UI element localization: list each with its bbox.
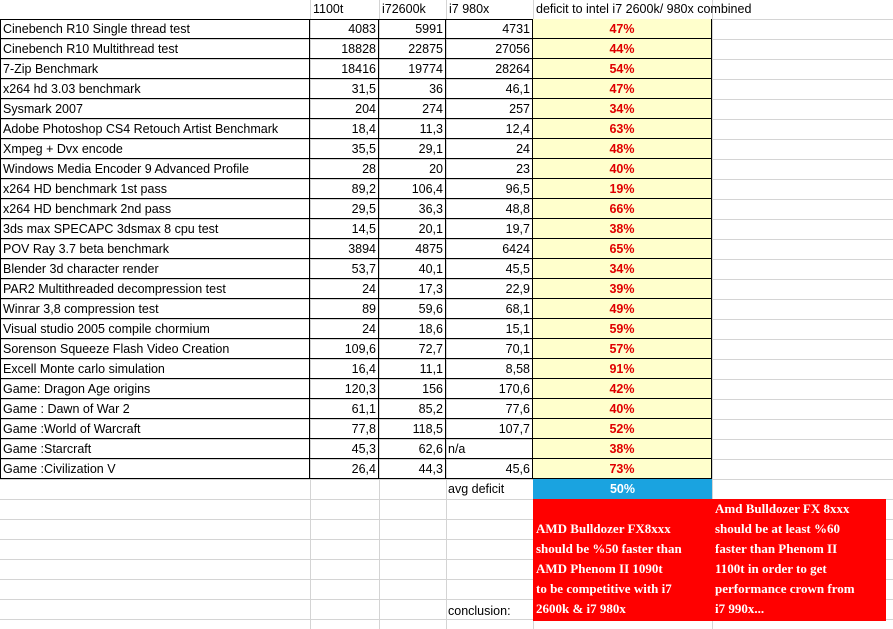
benchmark-name-cell[interactable]: Winrar 3,8 compression test bbox=[0, 299, 310, 319]
score-1100t-cell[interactable]: 35,5 bbox=[310, 139, 379, 159]
note1-line: AMD Bulldozer FX8xxx bbox=[536, 521, 671, 536]
deficit-cell[interactable]: 63% bbox=[533, 119, 712, 139]
score-i72600k-cell[interactable]: 18,6 bbox=[379, 319, 446, 339]
deficit-cell[interactable]: 42% bbox=[533, 379, 712, 399]
score-1100t-cell[interactable]: 16,4 bbox=[310, 359, 379, 379]
score-1100t-cell[interactable]: 120,3 bbox=[310, 379, 379, 399]
benchmark-name-cell[interactable]: Cinebench R10 Single thread test bbox=[0, 19, 310, 39]
score-1100t-cell[interactable]: 4083 bbox=[310, 19, 379, 39]
score-i7-980x-cell[interactable]: 48,8 bbox=[446, 199, 533, 219]
score-i72600k-cell[interactable]: 156 bbox=[379, 379, 446, 399]
score-i7-980x-cell[interactable]: 45,6 bbox=[446, 459, 533, 479]
note2-line: 1100t in order to get bbox=[715, 561, 827, 576]
deficit-cell[interactable]: 57% bbox=[533, 339, 712, 359]
deficit-cell[interactable]: 47% bbox=[533, 19, 712, 39]
note1-line: 2600k & i7 980x bbox=[536, 601, 626, 616]
score-i72600k-cell[interactable]: 5991 bbox=[379, 19, 446, 39]
benchmark-name-cell[interactable]: Excell Monte carlo simulation bbox=[0, 359, 310, 379]
score-i72600k-cell[interactable]: 11,3 bbox=[379, 119, 446, 139]
score-i7-980x-cell[interactable]: 96,5 bbox=[446, 179, 533, 199]
score-i7-980x-cell[interactable]: 257 bbox=[446, 99, 533, 119]
deficit-cell[interactable]: 34% bbox=[533, 99, 712, 119]
benchmark-name-cell[interactable]: Xmpeg + Dvx encode bbox=[0, 139, 310, 159]
score-i72600k-cell[interactable]: 274 bbox=[379, 99, 446, 119]
benchmark-name-cell[interactable]: Game: Dragon Age origins bbox=[0, 379, 310, 399]
score-i72600k-cell[interactable]: 59,6 bbox=[379, 299, 446, 319]
deficit-cell[interactable]: 66% bbox=[533, 199, 712, 219]
deficit-cell[interactable]: 38% bbox=[533, 439, 712, 459]
header-i7-980x[interactable]: i7 980x bbox=[449, 2, 490, 16]
score-i72600k-cell[interactable]: 36,3 bbox=[379, 199, 446, 219]
score-i7-980x-cell[interactable]: 170,6 bbox=[446, 379, 533, 399]
note2-line: Amd Bulldozer FX 8xxx bbox=[715, 501, 850, 516]
score-1100t-cell[interactable]: 29,5 bbox=[310, 199, 379, 219]
score-i7-980x-cell[interactable]: 15,1 bbox=[446, 319, 533, 339]
deficit-cell[interactable]: 54% bbox=[533, 59, 712, 79]
avg-deficit-value[interactable]: 50% bbox=[533, 479, 712, 499]
note1-line: to be competitive with i7 bbox=[536, 581, 672, 596]
score-i7-980x-cell[interactable]: 46,1 bbox=[446, 79, 533, 99]
note2-line: i7 990x... bbox=[715, 601, 765, 616]
benchmark-name-cell[interactable]: Adobe Photoshop CS4 Retouch Artist Benchmark bbox=[0, 119, 310, 139]
score-i72600k-cell[interactable]: 19774 bbox=[379, 59, 446, 79]
score-1100t-cell[interactable]: 45,3 bbox=[310, 439, 379, 459]
conclusion-label[interactable]: conclusion: bbox=[448, 604, 511, 618]
score-1100t-cell[interactable]: 204 bbox=[310, 99, 379, 119]
score-1100t-cell[interactable]: 18,4 bbox=[310, 119, 379, 139]
note1-line: should be %50 faster than bbox=[536, 541, 682, 556]
deficit-cell[interactable]: 91% bbox=[533, 359, 712, 379]
deficit-cell[interactable]: 48% bbox=[533, 139, 712, 159]
deficit-cell[interactable]: 19% bbox=[533, 179, 712, 199]
score-i7-980x-cell[interactable]: 107,7 bbox=[446, 419, 533, 439]
score-1100t-cell[interactable]: 24 bbox=[310, 279, 379, 299]
score-i7-980x-cell[interactable]: 24 bbox=[446, 139, 533, 159]
score-1100t-cell[interactable]: 28 bbox=[310, 159, 379, 179]
score-i72600k-cell[interactable]: 20,1 bbox=[379, 219, 446, 239]
score-1100t-cell[interactable]: 53,7 bbox=[310, 259, 379, 279]
deficit-cell[interactable]: 47% bbox=[533, 79, 712, 99]
score-i72600k-cell[interactable]: 106,4 bbox=[379, 179, 446, 199]
score-i7-980x-cell[interactable]: 70,1 bbox=[446, 339, 533, 359]
score-i7-980x-cell[interactable]: 27056 bbox=[446, 39, 533, 59]
score-i72600k-cell[interactable]: 62,6 bbox=[379, 439, 446, 459]
score-i72600k-cell[interactable]: 22875 bbox=[379, 39, 446, 59]
benchmark-name-cell[interactable]: Sysmark 2007 bbox=[0, 99, 310, 119]
benchmark-name-cell[interactable]: 3ds max SPECAPC 3dsmax 8 cpu test bbox=[0, 219, 310, 239]
score-1100t-cell[interactable]: 3894 bbox=[310, 239, 379, 259]
score-i72600k-cell[interactable]: 29,1 bbox=[379, 139, 446, 159]
deficit-cell[interactable]: 65% bbox=[533, 239, 712, 259]
score-1100t-cell[interactable]: 61,1 bbox=[310, 399, 379, 419]
score-i72600k-cell[interactable]: 118,5 bbox=[379, 419, 446, 439]
deficit-cell[interactable]: 39% bbox=[533, 279, 712, 299]
score-i7-980x-cell[interactable]: 23 bbox=[446, 159, 533, 179]
benchmark-name-cell[interactable]: POV Ray 3.7 beta benchmark bbox=[0, 239, 310, 259]
note2-line: performance crown from bbox=[715, 581, 855, 596]
score-i7-980x-cell[interactable]: 8,58 bbox=[446, 359, 533, 379]
score-1100t-cell[interactable]: 24 bbox=[310, 319, 379, 339]
score-1100t-cell[interactable]: 31,5 bbox=[310, 79, 379, 99]
header-1100t[interactable]: 1100t bbox=[313, 2, 344, 16]
benchmark-name-cell[interactable]: x264 HD benchmark 1st pass bbox=[0, 179, 310, 199]
benchmark-name-cell[interactable]: Blender 3d character render bbox=[0, 259, 310, 279]
note2-line: faster than Phenom II bbox=[715, 541, 838, 556]
benchmark-name-cell[interactable]: Windows Media Encoder 9 Advanced Profile bbox=[0, 159, 310, 179]
score-i7-980x-cell[interactable]: 45,5 bbox=[446, 259, 533, 279]
score-i7-980x-cell[interactable]: 28264 bbox=[446, 59, 533, 79]
score-i72600k-cell[interactable]: 40,1 bbox=[379, 259, 446, 279]
score-i7-980x-cell[interactable]: n/a bbox=[446, 439, 533, 459]
benchmark-name-cell[interactable]: Game : Dawn of War 2 bbox=[0, 399, 310, 419]
score-1100t-cell[interactable]: 14,5 bbox=[310, 219, 379, 239]
benchmark-name-cell[interactable]: Sorenson Squeeze Flash Video Creation bbox=[0, 339, 310, 359]
benchmark-name-cell[interactable]: x264 hd 3.03 benchmark bbox=[0, 79, 310, 99]
benchmark-name-cell[interactable]: Cinebench R10 Multithread test bbox=[0, 39, 310, 59]
deficit-cell[interactable]: 52% bbox=[533, 419, 712, 439]
note1-line: AMD Phenom II 1090t bbox=[536, 561, 663, 576]
score-1100t-cell[interactable]: 77,8 bbox=[310, 419, 379, 439]
score-1100t-cell[interactable]: 26,4 bbox=[310, 459, 379, 479]
score-1100t-cell[interactable]: 109,6 bbox=[310, 339, 379, 359]
benchmark-name-cell[interactable]: Game :Civilization V bbox=[0, 459, 310, 479]
score-i72600k-cell[interactable]: 85,2 bbox=[379, 399, 446, 419]
score-1100t-cell[interactable]: 18828 bbox=[310, 39, 379, 59]
deficit-cell[interactable]: 38% bbox=[533, 219, 712, 239]
conclusion-note-fx8xxx-vs-1090t[interactable] bbox=[533, 499, 712, 621]
deficit-cell[interactable]: 59% bbox=[533, 319, 712, 339]
score-i72600k-cell[interactable]: 17,3 bbox=[379, 279, 446, 299]
deficit-cell[interactable]: 40% bbox=[533, 399, 712, 419]
score-i72600k-cell[interactable]: 72,7 bbox=[379, 339, 446, 359]
deficit-cell[interactable]: 34% bbox=[533, 259, 712, 279]
score-i72600k-cell[interactable]: 4875 bbox=[379, 239, 446, 259]
benchmark-name-cell[interactable]: Game :Starcraft bbox=[0, 439, 310, 459]
score-i72600k-cell[interactable]: 20 bbox=[379, 159, 446, 179]
score-i7-980x-cell[interactable]: 19,7 bbox=[446, 219, 533, 239]
deficit-cell[interactable]: 44% bbox=[533, 39, 712, 59]
score-i7-980x-cell[interactable]: 22,9 bbox=[446, 279, 533, 299]
benchmark-name-cell[interactable]: 7-Zip Benchmark bbox=[0, 59, 310, 79]
deficit-cell[interactable]: 49% bbox=[533, 299, 712, 319]
benchmark-name-cell[interactable]: x264 HD benchmark 2nd pass bbox=[0, 199, 310, 219]
conclusion-note-fx8xxx-vs-1100t[interactable] bbox=[712, 499, 886, 621]
score-i72600k-cell[interactable]: 11,1 bbox=[379, 359, 446, 379]
score-i7-980x-cell[interactable]: 68,1 bbox=[446, 299, 533, 319]
score-1100t-cell[interactable]: 89,2 bbox=[310, 179, 379, 199]
score-i7-980x-cell[interactable]: 12,4 bbox=[446, 119, 533, 139]
score-1100t-cell[interactable]: 18416 bbox=[310, 59, 379, 79]
score-i7-980x-cell[interactable]: 6424 bbox=[446, 239, 533, 259]
avg-deficit-label[interactable]: avg deficit bbox=[448, 482, 505, 496]
note2-line: should be at least %60 bbox=[715, 521, 840, 536]
benchmark-name-cell[interactable]: Visual studio 2005 compile chormium bbox=[0, 319, 310, 339]
score-i72600k-cell[interactable]: 36 bbox=[379, 79, 446, 99]
benchmark-name-cell[interactable]: PAR2 Multithreaded decompression test bbox=[0, 279, 310, 299]
benchmark-name-cell[interactable]: Game :World of Warcraft bbox=[0, 419, 310, 439]
score-i7-980x-cell[interactable]: 4731 bbox=[446, 19, 533, 39]
deficit-cell[interactable]: 73% bbox=[533, 459, 712, 479]
score-1100t-cell[interactable]: 89 bbox=[310, 299, 379, 319]
header-deficit[interactable]: deficit to intel i7 2600k/ 980x combined bbox=[536, 2, 752, 16]
score-i72600k-cell[interactable]: 44,3 bbox=[379, 459, 446, 479]
deficit-cell[interactable]: 40% bbox=[533, 159, 712, 179]
header-i72600k[interactable]: i72600k bbox=[382, 2, 426, 16]
score-i7-980x-cell[interactable]: 77,6 bbox=[446, 399, 533, 419]
